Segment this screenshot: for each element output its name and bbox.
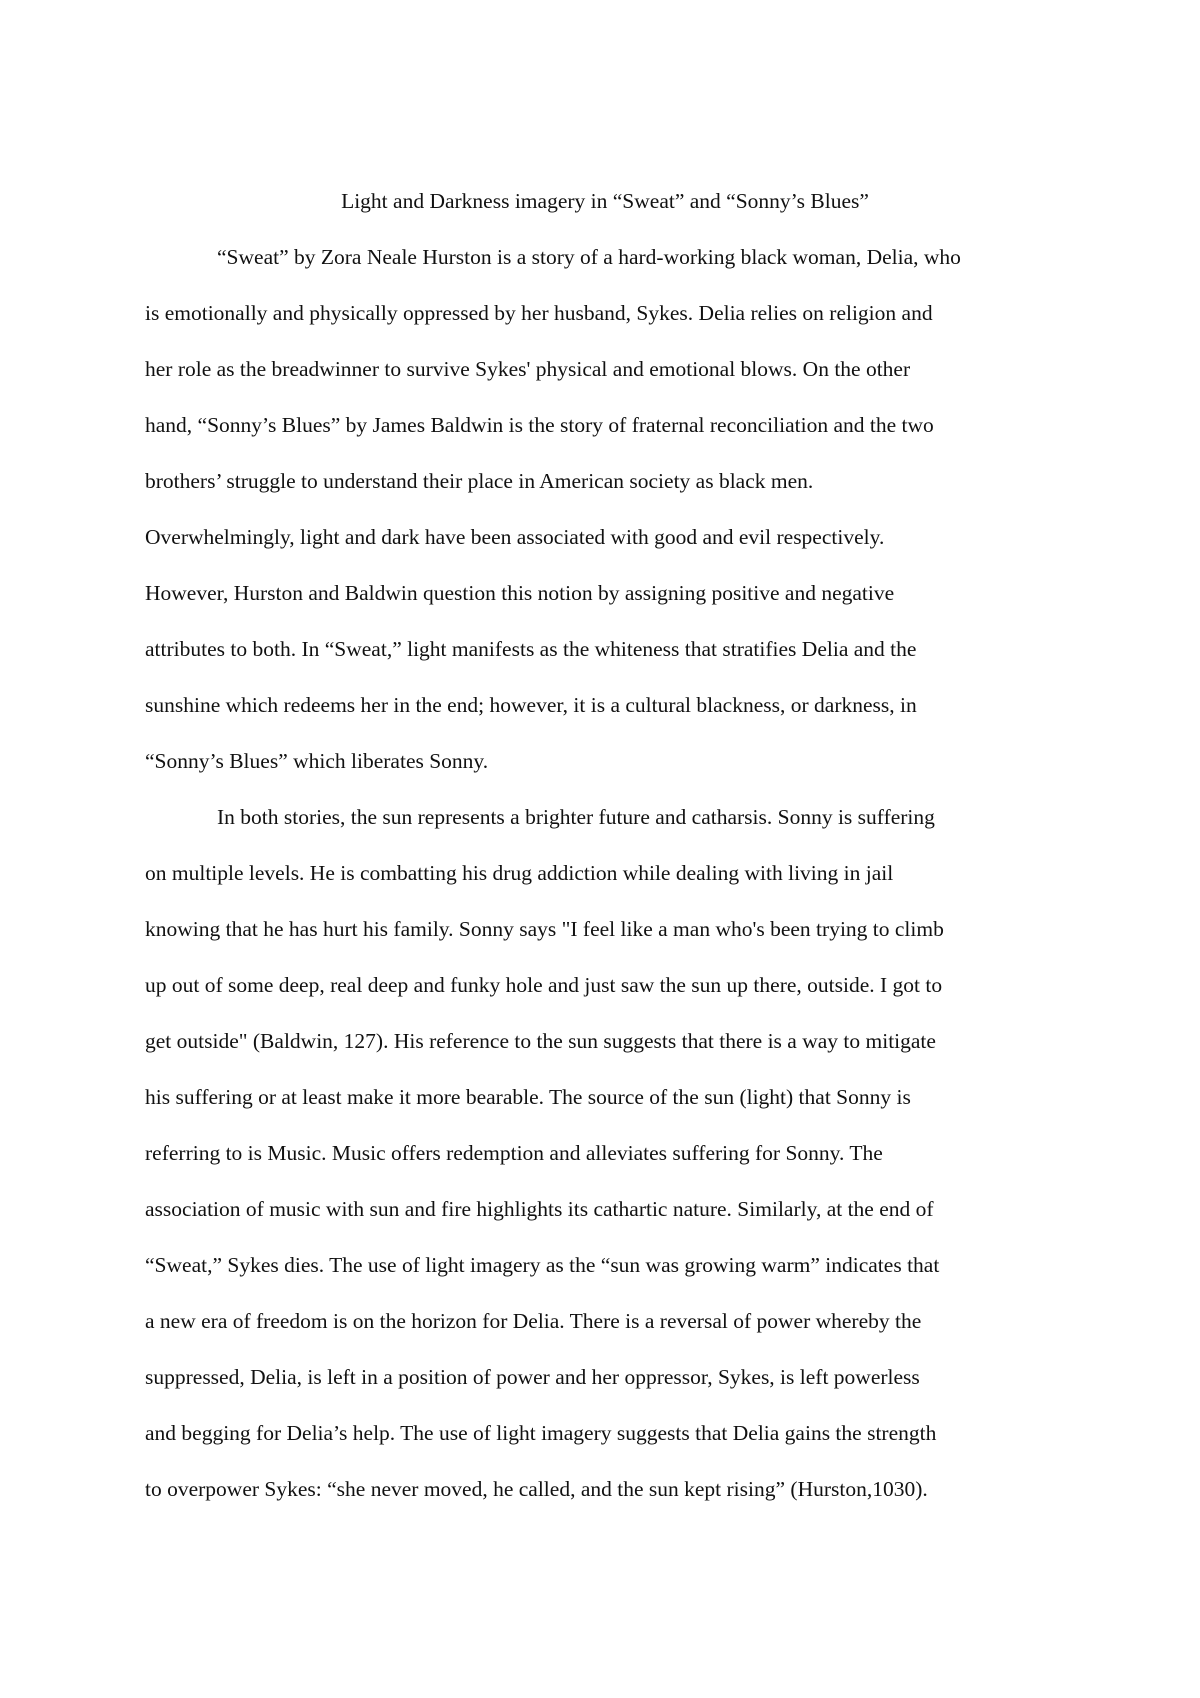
paragraph-line: “Sweat” by Zora Neale Hurston is a story of a hard-working black woman, Delia, who <box>217 245 961 269</box>
paragraph-line: attributes to both. In “Sweat,” light manifests as the whiteness that stratifies Delia and the <box>145 637 917 661</box>
paragraph-line: his suffering or at least make it more bearable. The source of the sun (light) that Sonny is <box>145 1085 911 1109</box>
paragraph-line: Overwhelmingly, light and dark have been associated with good and evil respectively. <box>145 525 885 549</box>
paragraph-line: However, Hurston and Baldwin question this notion by assigning positive and negative <box>145 581 895 605</box>
paragraph-line: is emotionally and physically oppressed by her husband, Sykes. Delia relies on religion and <box>145 301 933 325</box>
essay-title: Light and Darkness imagery in “Sweat” and “Sonny’s Blues” <box>341 189 869 213</box>
paragraph-line: and begging for Delia’s help. The use of light imagery suggests that Delia gains the strength <box>145 1421 937 1445</box>
paragraph-line: “Sonny’s Blues” which liberates Sonny. <box>145 749 489 773</box>
paragraph-2 <box>145 789 1065 1517</box>
paragraph-line: hand, “Sonny’s Blues” by James Baldwin is the story of fraternal reconciliation and the two <box>145 413 934 437</box>
paragraph-line: her role as the breadwinner to survive Sykes' physical and emotional blows. On the other <box>145 357 911 381</box>
paragraph-1 <box>145 229 1065 789</box>
paragraph-line: on multiple levels. He is combatting his drug addiction while dealing with living in jail <box>145 861 894 885</box>
document-body <box>145 173 1065 1517</box>
paragraph-line: knowing that he has hurt his family. Sonny says "I feel like a man who's been trying to climb <box>145 917 944 941</box>
paragraph-line: to overpower Sykes: “she never moved, he called, and the sun kept rising” (Hurston,1030). <box>145 1477 928 1501</box>
paragraph-line: In both stories, the sun represents a brighter future and catharsis. Sonny is suffering <box>217 805 935 829</box>
paragraph-line: suppressed, Delia, is left in a position of power and her oppressor, Sykes, is left powerless <box>145 1365 920 1389</box>
paragraph-line: brothers’ struggle to understand their place in American society as black men. <box>145 469 814 493</box>
paragraph-line: sunshine which redeems her in the end; however, it is a cultural blackness, or darkness, in <box>145 693 917 717</box>
paragraph-line: up out of some deep, real deep and funky hole and just saw the sun up there, outside. I got to <box>145 973 943 997</box>
paragraph-line: a new era of freedom is on the horizon for Delia. There is a reversal of power whereby the <box>145 1309 922 1333</box>
paragraph-line: get outside" (Baldwin, 127). His reference to the sun suggests that there is a way to mitigate <box>145 1029 936 1053</box>
paragraph-line: association of music with sun and fire highlights its cathartic nature. Similarly, at the end of <box>145 1197 934 1221</box>
paragraph-line: referring to is Music. Music offers redemption and alleviates suffering for Sonny. The <box>145 1141 883 1165</box>
paragraph-line: “Sweat,” Sykes dies. The use of light imagery as the “sun was growing warm” indicates that <box>145 1253 940 1277</box>
